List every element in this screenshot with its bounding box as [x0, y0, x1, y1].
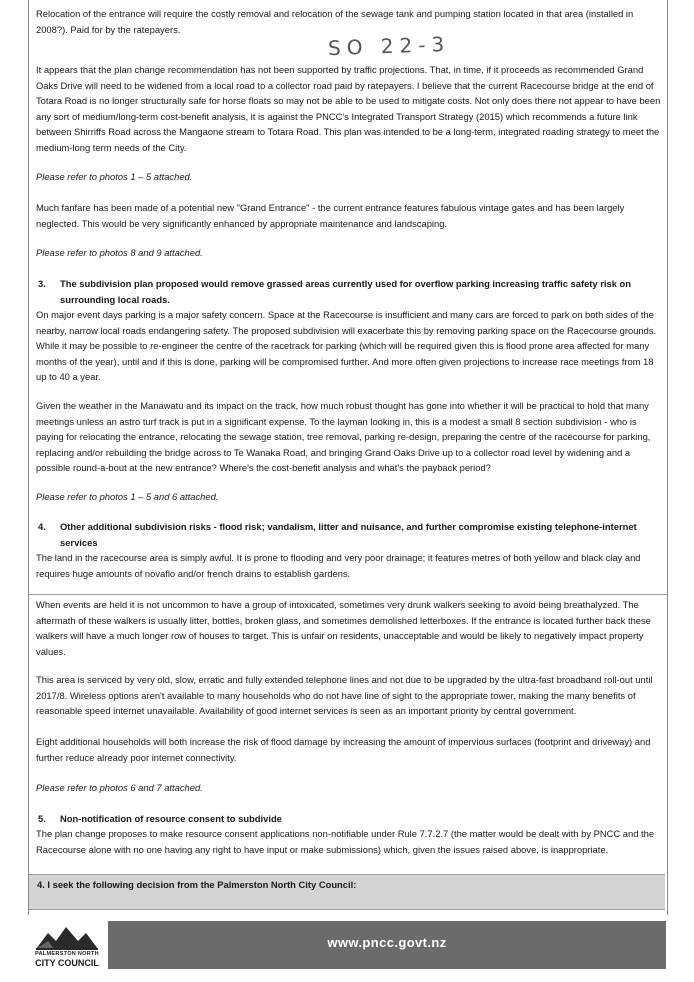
paragraph: Given the weather in the Manawatu and its impact on the track, how much robust thought has gone into whether it will be practical to hold that many meetings unless an astro turf track is put in a significant expense. To the layman looking in, this is a modest a small 8 section subdivision - who is paying for relocating the entrance, relocating the sewage station, tree removal, parking re-design, preparing the centre of the racecourse for parking, replacing and/or rebuilding the bridge across to Te Wanaka Road, and bringing Grand Oaks Drive up to a collector road level by widening and a possible round-a-bout at the new entrance? Where's the cost-benefit analysis and what's the payback period? [36, 400, 651, 473]
paragraph: Relocation of the entrance will require the costly removal and relocation of the sewage tank and pumping station located in that area (installed in 2008?). Paid for by the ratepayers. [36, 8, 634, 35]
section-number: 3. [38, 278, 46, 289]
photo-reference: Please refer to photos 1 – 5 and 6 attached. [36, 491, 219, 502]
section-title: The subdivision plan proposed would remove grassed areas currently used for overflow parking increasing traffic safety risk on [60, 278, 631, 289]
section-number: 5. [38, 813, 46, 824]
decision-label: 4. I seek the following decision from the Palmerston North City Council: [37, 879, 357, 890]
photo-reference: Please refer to photos 8 and 9 attached. [36, 247, 203, 258]
page-footer [28, 921, 668, 969]
logo-line-1: PALMERSTON NORTH [35, 951, 99, 957]
logo-line-2: CITY COUNCIL [35, 958, 99, 968]
paragraph: Eight additional households will both increase the risk of flood damage by increasing the amount of impervious surfaces (footprint and driveway) and further reduce already poor internet connectivity. [36, 736, 651, 763]
paragraph: On major event days parking is a major safety concern. Space at the Racecourse is insufficient and many cars are forced to park on both sides of the nearby, narrow local roads endangering safety. The proposed subdivision will exacerbate this by removing parking space on the Racecourse grounds. While it may be possible to re-engineer the centre of the racetrack for parking (which will be required given this is flood prone area affected for many months of the year), until and if this is done, parking will be compromised further. And more often given projections to increase race meetings from 18 up to 40 a year. [36, 309, 657, 382]
paragraph: When events are held it is not uncommon to have a group of intoxicated, sometimes very drunk walkers seeking to avoid being breathalyzed. The aftermath of these walkers is usually litter, bottles, broken glass, and sometimes demolished letterboxes. If the entrance is located further back these walkers will have a much longer row of houses to target. This is unfair on residents, unacceptable and would be likely to negatively impact property values. [36, 599, 651, 657]
section-heading-4 [38, 519, 658, 550]
section-heading-3 [38, 276, 658, 307]
section-title: Other additional subdivision risks - flood risk; vandalism, litter and nuisance, and further compromise existing telephone-internet [60, 521, 637, 532]
paragraph: This area is serviced by very old, slow, erratic and fully extended telephone lines and not due to be upgraded by the ultra-fast broadband roll-out until 2017/8. Wireless options aren't available to many households who do not have line of sight to the appropriate tower, making the many benefits of reasonable speed internet unavailable. Availability of good internet services is seen as an important priority by central government. [36, 674, 653, 716]
paragraph: Much fanfare has been made of a potential new "Grand Entrance" - the current entrance features fabulous vintage gates and has been largely neglected. This would be very significantly enhanced by appropriate maintenance and landscaping. [36, 202, 625, 229]
council-emblem-icon [34, 923, 100, 951]
section-divider [28, 594, 668, 595]
photo-reference: Please refer to photos 1 – 5 attached. [36, 171, 193, 182]
section-heading-5 [38, 811, 658, 827]
paragraph: It appears that the plan change recommendation has not been supported by traffic projections. That, in time, if it proceeds as recommended Grand Oaks Drive will need to be widened from a local road to a collector road paid by ratepayers. I believe that the current Racecourse bridge at the end of Totara Road is no longer structurally safe for horse floats so may not be able to be used to mitigate costs. Not only does there not appear to have been any sort of medium/long-term cost-benefit analysis, it is against the PNCC's Integrated Transport Strategy (2015) which recommends a future link between Shirriffs Road across the Mangaone stream to Totara Road. This plan was intended to be a long-term, integrated roading strategy to meet the medium-long term needs of the City. [36, 64, 661, 153]
paragraph: The plan change proposes to make resource consent applications non-notifiable under Rule 7.7.2.7 (the matter would be dealt with by PNCC and the Racecourse alone with no one having any right to have input or make submissions) which, given the issues raised above, is inappropriate. [36, 828, 655, 855]
section-title: Non-notification of resource consent to subdivide [60, 813, 282, 824]
decision-section-header [29, 874, 665, 910]
paragraph: The land in the racecourse area is simply awful. It is prone to flooding and very poor drainage; it features metres of both yellow and black clay and requires huge amounts of novaflo and/or french drains to establish gardens. [36, 552, 641, 579]
website-link[interactable]: www.pncc.govt.nz [327, 935, 447, 950]
council-logo [28, 921, 106, 969]
section-title-cont: services [60, 536, 98, 548]
section-number: 4. [38, 521, 46, 532]
footer-bar [108, 921, 666, 969]
handwritten-reference: SO 22-3 [327, 31, 451, 61]
photo-reference: Please refer to photos 6 and 7 attached. [36, 782, 203, 793]
section-title-cont: surrounding local roads. [60, 293, 170, 305]
